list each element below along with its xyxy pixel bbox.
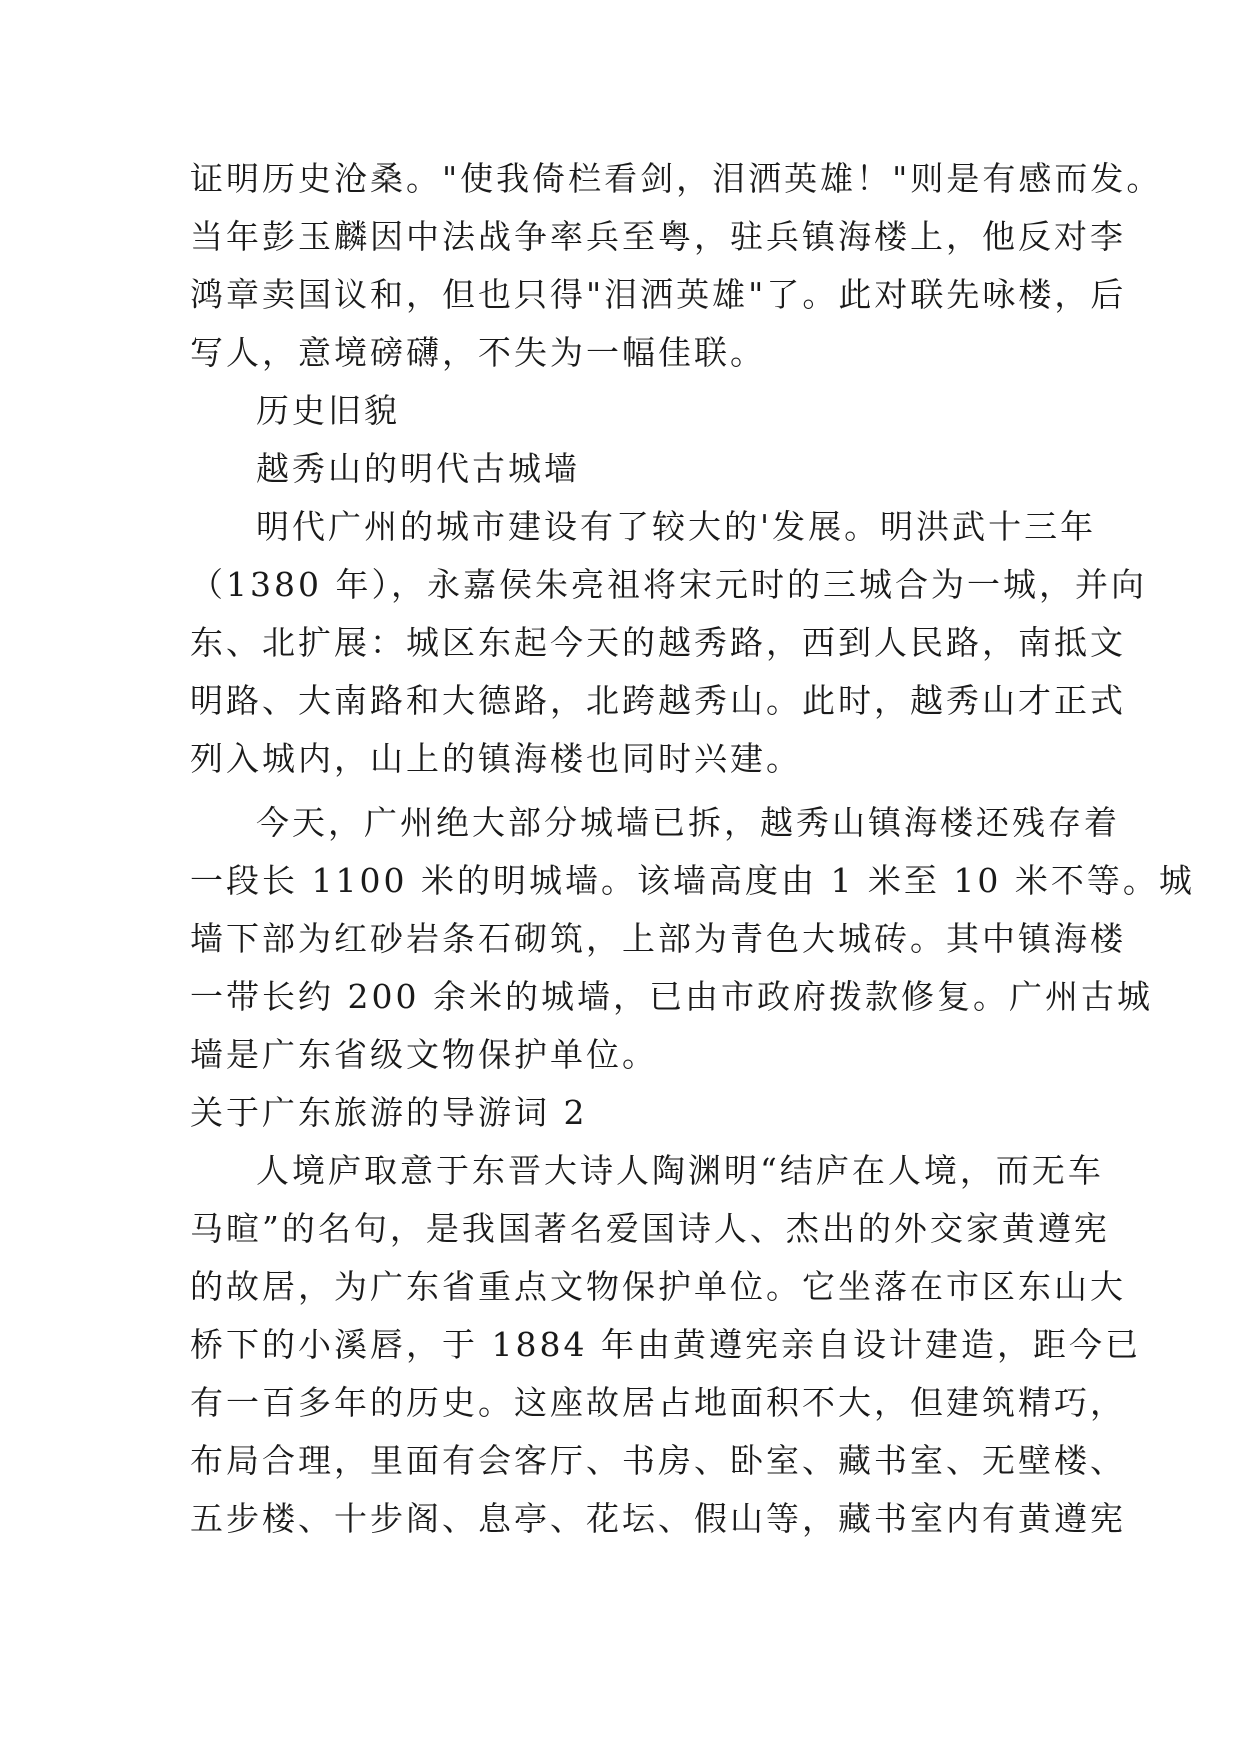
text-line: 墙是广东省级文物保护单位。: [190, 1035, 658, 1074]
text-line: 的故居，为广东省重点文物保护单位。它坐落在市区东山大: [190, 1267, 1126, 1306]
text-line: 人境庐取意于东晋大诗人陶渊明“结庐在人境，而无车: [256, 1151, 1104, 1190]
paragraph-today: [190, 794, 1195, 1084]
text-line: 墙下部为红砂岩条石砌筑，上部为青色大城砖。其中镇海楼: [190, 919, 1126, 958]
text-line: （1380 年），永嘉侯朱亮祖将宋元时的三城合为一城，并向: [190, 565, 1147, 604]
text-line: 列入城内，山上的镇海楼也同时兴建。: [190, 739, 802, 778]
text-line: 东、北扩展：城区东起今天的越秀路，西到人民路，南抵文: [190, 623, 1126, 662]
section-title: 关于广东旅游的导游词 2: [190, 1093, 588, 1132]
paragraph-ming-dynasty: [190, 498, 1147, 788]
text-line: 一段长 1100 米的明城墙。该墙高度由 1 米至 10 米不等。城: [190, 861, 1195, 900]
heading-ming-city-wall: 越秀山的明代古城墙: [256, 449, 580, 488]
text-line: 写人，意境磅礴，不失为一幅佳联。: [190, 333, 766, 372]
paragraph-couplet-commentary: [190, 150, 1163, 382]
text-line: 当年彭玉麟因中法战争率兵至粤，驻兵镇海楼上，他反对李: [190, 217, 1126, 256]
document-body: [190, 150, 1195, 1548]
heading-history: 历史旧貌: [256, 391, 400, 430]
text-line: 桥下的小溪唇，于 1884 年由黄遵宪亲自设计建造，距今已: [190, 1325, 1141, 1364]
text-line: 鸿章卖国议和，但也只得"泪洒英雄"了。此对联先咏楼，后: [190, 275, 1127, 314]
text-line: 证明历史沧桑。"使我倚栏看剑，泪洒英雄！"则是有感而发。: [190, 159, 1163, 198]
text-line: 一带长约 200 余米的城墙，已由市政府拨款修复。广州古城: [190, 977, 1153, 1016]
text-line: 明代广州的城市建设有了较大的'发展。明洪武十三年: [256, 507, 1097, 546]
text-line: 布局合理，里面有会客厅、书房、卧室、藏书室、无壁楼、: [190, 1441, 1126, 1480]
text-line: 明路、大南路和大德路，北跨越秀山。此时，越秀山才正式: [190, 681, 1126, 720]
text-line: 有一百多年的历史。这座故居占地面积不大，但建筑精巧，: [190, 1383, 1126, 1422]
paragraph-renjinglu: [190, 1142, 1141, 1548]
text-line: 马暄”的名句，是我国著名爱国诗人、杰出的外交家黄遵宪: [190, 1209, 1110, 1248]
text-line: 今天，广州绝大部分城墙已拆，越秀山镇海楼还残存着: [256, 803, 1120, 842]
text-line: 五步楼、十步阁、息亭、花坛、假山等，藏书室内有黄遵宪: [190, 1499, 1126, 1538]
